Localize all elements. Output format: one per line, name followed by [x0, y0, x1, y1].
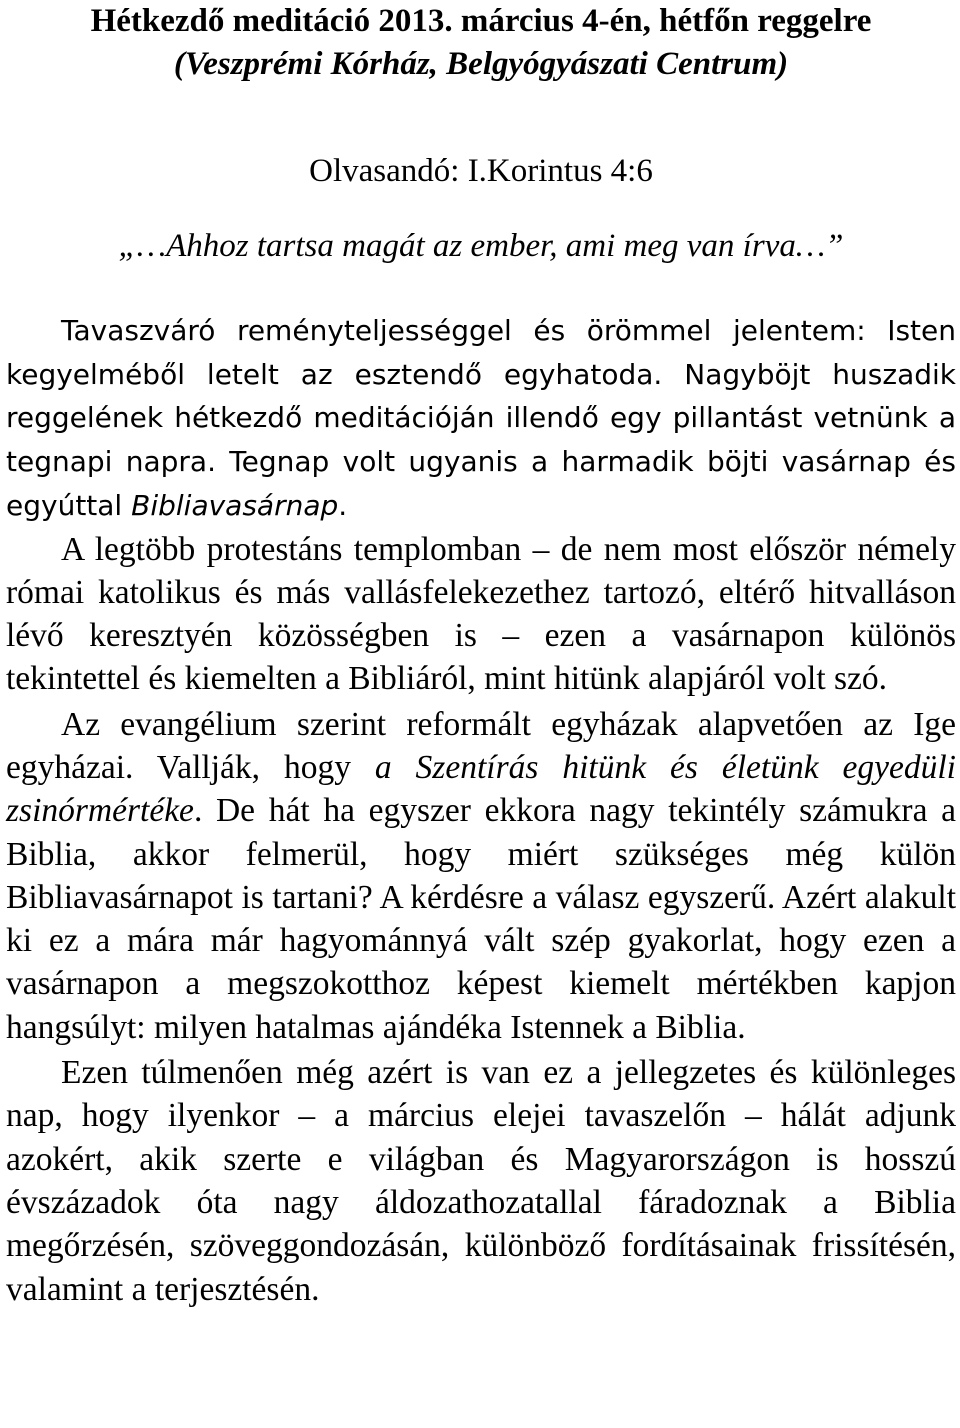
- paragraph-2: A legtöbb protestáns templomban – de nem most először némely római katolikus és más vallásfelekezethez tartozó, eltérő hitvalláson lévő keresztyén közösségben is – ezen a vasárnapon különös tekintettel és kiemelten a Bibliáról, mint hitünk alapjáról volt szó.: [6, 530, 956, 698]
- paragraph-1: [6, 309, 956, 528]
- paragraph-1-emphasis: Bibliavasárnap: [131, 488, 339, 522]
- page-subtitle: (Veszprémi Kórház, Belgyógyászati Centrum): [173, 46, 789, 82]
- paragraph-1-text: Tavaszváró reményteljességgel és örömmel jelentem: Isten kegyelméből letelt az esztendő egyhatoda. Nagyböjt huszadik reggelének hétkezdő meditációján illendő egy pillantást vetnünk a tegnapi napra. Tegnap volt ugyanis a harmadik böjti vasárnap és egyúttal: [6, 314, 956, 522]
- page-title: Hétkezdő meditáció 2013. március 4-én, hétfőn reggelre: [90, 3, 872, 39]
- body-serif-section: [6, 528, 956, 1311]
- body-sans-section: [6, 309, 956, 528]
- paragraph-3: [6, 703, 956, 1049]
- document-page: [6, 0, 956, 1311]
- verse-quote: „…Ahhoz tartsa magát az ember, ami meg van írva…”: [118, 228, 844, 264]
- paragraph-1-end: .: [338, 488, 348, 522]
- paragraph-3-end: . De hát ha egyszer ekkora nagy tekintély számukra a Biblia, akkor felmerül, hogy miért szükséges még külön Bibliavasárnapot is tartani? A kérdésre a válasz egyszerű. Azért alakult ki ez a mára már hagyománnyá vált szép gyakorlat, hogy ezen a vasárnapon a megszokotthoz képest kiemelt mértékben kapjon hangsúlyt: milyen hatalmas ajándéka Istennek a Biblia.: [6, 792, 956, 1046]
- paragraph-4: Ezen túlmenően még azért is van ez a jellegzetes és különleges nap, hogy ilyenkor – a március elejei tavaszelőn – hálát adjunk azokért, akik szerte e világban és Magyarországon is hosszú évszázadok óta nagy áldozathozatallal fáradoznak a Biblia megőrzésén, szöveggondozásán, különböző fordításainak frissítésén, valamint a terjesztésén.: [6, 1054, 956, 1308]
- paragraph-3-emphasis: a Szentírás hitünk és életünk egyedüli zsinórmértéke: [6, 749, 956, 830]
- reading-reference: Olvasandó: I.Korintus 4:6: [309, 153, 653, 189]
- paragraph-3-text: Az evangélium szerint reformált egyházak alapvetően az Ige egyházai. Vallják, hogy: [6, 705, 956, 786]
